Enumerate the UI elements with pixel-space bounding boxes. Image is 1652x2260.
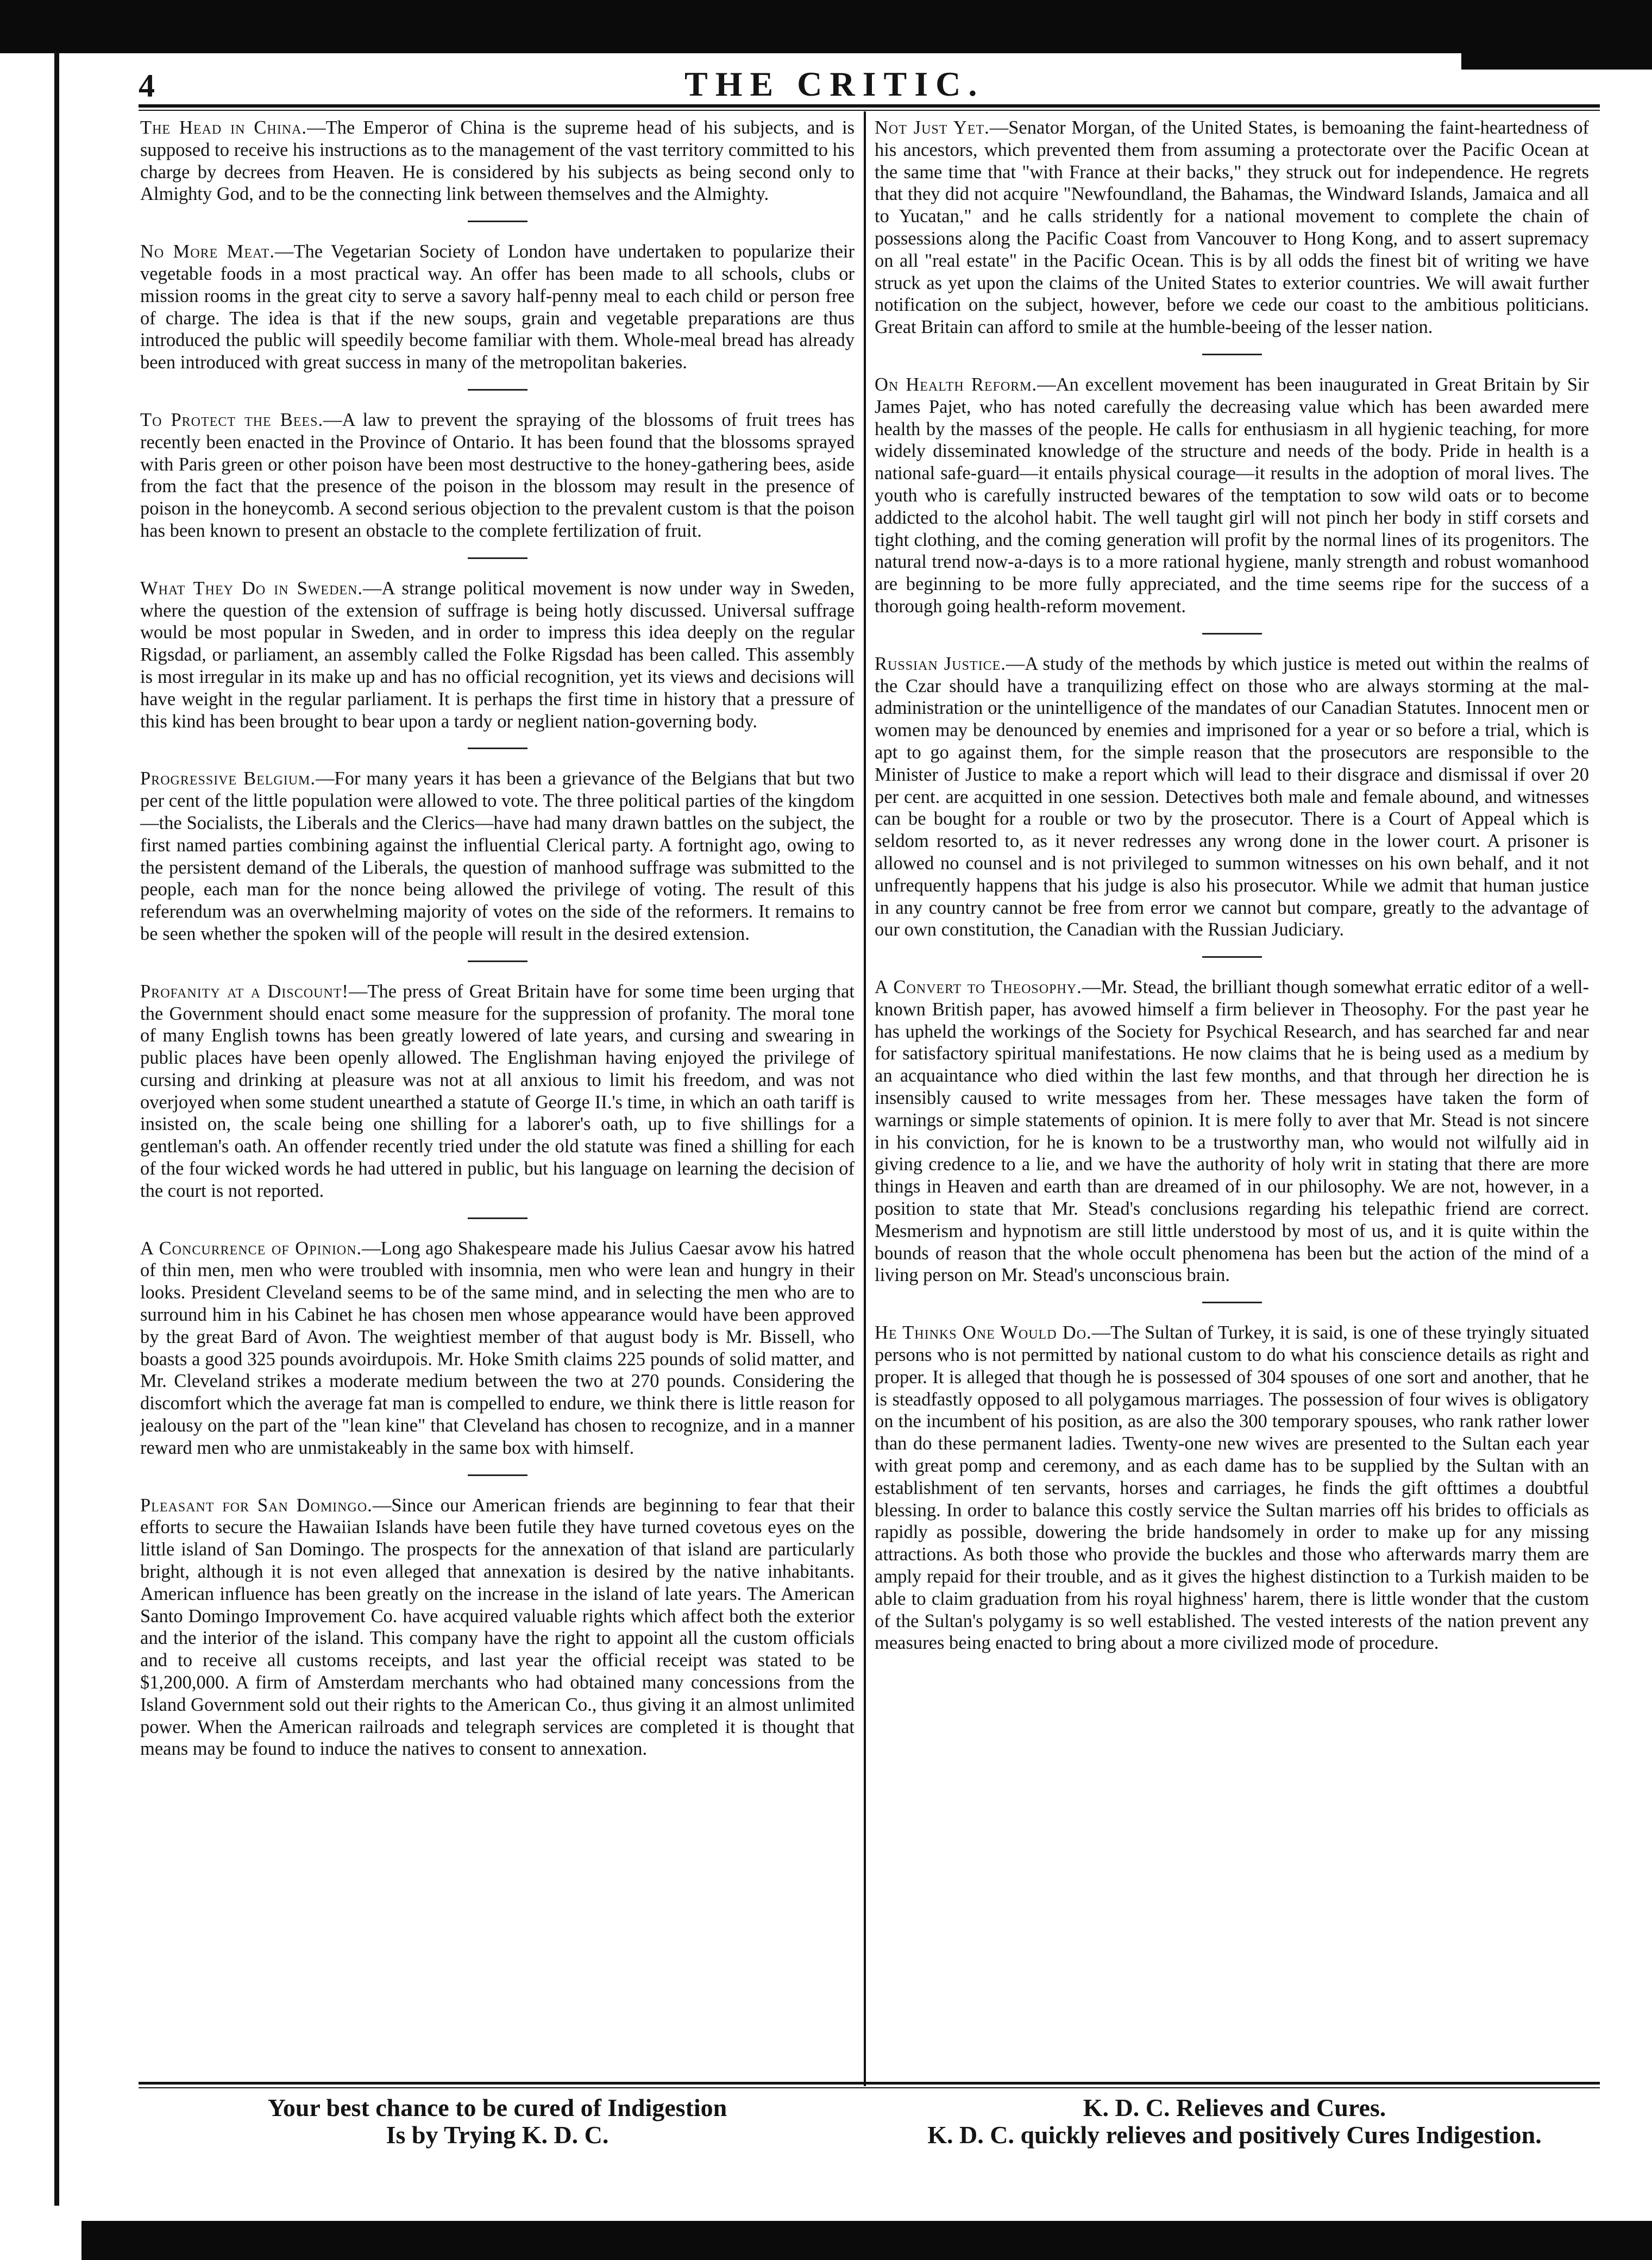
article: [875, 374, 1589, 618]
advert-rule-thin: [139, 2087, 1600, 2088]
article-heading: To Protect the Bees.: [140, 409, 324, 430]
article-body: —Senator Morgan, of the United States, is bemoaning the faint-heartedness of his ancestors, which prevented them from assuming a protectorate over the Pacific Ocean at the same time that "with France at their backs," they struck out for independence. He regrets that they did not acquire "Newfoundland, the Bahamas, the Windward Islands, Jamaica and all to Yucatan," and he calls stridently for a national movement to complete the chain of possessions along the Pacific Coast from Vancouver to Hong Kong, and to assert supremacy on all "real estate" in the Pacific Ocean. This is by all odds the finest bit of writing we have struck as yet upon the claims of the United States to exterior countries. We will await further notification on the subject, however, before we cede our coast to the ambitious politicians. Great Britain can afford to smile at the humble-beeing of the lesser nation.: [875, 117, 1589, 338]
article-heading: On Health Reform.: [875, 374, 1038, 395]
article-separator: [1202, 633, 1262, 635]
article-body: —A strange political movement is now under way in Sweden, where the question of the extension of suffrage is being hotly discussed. Universal suffrage would be most popular in Sweden, and in order to impress this idea deeply on the regular Rigsdad, or parliament, an assembly called the Folke Rigsdad has been called. This assembly is most irregular in its make up and has no official recognition, yet its views and decisions will have weight in the regular parliament. It is perhaps the first time in history that a pressure of this kind has been brought to bear upon a tardy or neglient nation-governing body.: [140, 577, 855, 732]
left-margin-rule: [54, 52, 59, 2206]
right-column: [875, 117, 1589, 2073]
advert-left-line1: Your best chance to be cured of Indigestion: [267, 2094, 727, 2121]
article-separator: [468, 748, 527, 749]
article-heading: The Head in China.: [140, 117, 307, 138]
article: [140, 981, 855, 1202]
article: [875, 976, 1589, 1286]
article-body: —The press of Great Britain have for some time been urging that the Government should enact some measure for the suppression of profanity. The moral tone of many English towns has been greatly lowered of late years, and cursing and swearing in public places have been openly allowed. The Englishman having enjoyed the privilege of cursing and drinking at pleasure was not at all anxious to limit his freedom, and was not overjoyed when some student unearthed a statute of George II.'s time, in which an oath tariff is insisted on, the scale being one shilling for a laborer's oath, up to five shillings for a gentleman's oath. An offender recently tried under the old statute was fined a shilling for each of the four wicked words he had uttered in public, but his language on learning the decision of the court is not reported.: [140, 981, 855, 1201]
article-body: —The Emperor of China is the supreme head of his subjects, and is supposed to receive his instructions as to the management of the vast territory committed to his charge by decrees from Heaven. He is considered by his subjects as being second only to Almighty God, and to be the connecting link between themselves and the Almighty.: [140, 117, 855, 205]
article-heading: He Thinks One Would Do.: [875, 1322, 1092, 1344]
article-body: —Long ago Shakespeare made his Julius Caesar avow his hatred of thin men, men who were troubled with insomnia, men who were lean and hungry in their looks. President Cleveland seems to be of the same mind, and in selecting the men who are to surround him in his Cabinet he has chosen men whose appearance would have been approved by the great Bard of Avon. The weightiest member of that august body is Mr. Bissell, who boasts a good 325 pounds avoirdupois. Mr. Hoke Smith claims 225 pounds of solid matter, and Mr. Cleveland strikes a moderate medium between the two at 270 pounds. Considering the discomfort which the average fat man is compelled to endure, we think there is little reason for jealousy on the part of the "lean kine" that Cleveland has chosen to recognize, and in a manner reward men who are unmistakeably in the same box with himself.: [140, 1238, 855, 1458]
masthead-rule-thin: [139, 110, 1600, 111]
article: [140, 1495, 855, 1761]
article-heading: Russian Justice.: [875, 653, 1006, 674]
article-separator: [1202, 354, 1262, 355]
article: [875, 1322, 1589, 1654]
article-separator: [1202, 1302, 1262, 1303]
article: [140, 768, 855, 945]
article: [875, 653, 1589, 941]
article-body: —For many years it has been a grievance of the Belgians that but two per cent of the little population were allowed to vote. The three political parties of the kingdom—the Socialists, the Liberals and the Clerics—have had many drawn battles on the subject, the first named parties combining against the influential Clerical party. A fortnight ago, owing to the persistent demand of the Liberals, the question of manhood suffrage was submitted to the people, each man for the nonce being allowed the privilege of voting. The result of this referendum was an overwhelming majority of votes on the side of the reformers. It remains to be seen whether the spoken will of the people will result in the desired extension.: [140, 768, 855, 944]
article: [140, 1238, 855, 1459]
article-heading: A Convert to Theosophy.: [875, 977, 1082, 998]
article-heading: Profanity at a Discount!: [140, 981, 349, 1002]
advert-right: [869, 2094, 1600, 2149]
article: [140, 409, 855, 542]
article-heading: No More Meat.: [140, 241, 275, 262]
masthead-rule: [139, 104, 1600, 108]
article-separator: [1202, 956, 1262, 958]
article-separator: [468, 960, 527, 962]
article-body: —Since our American friends are beginning to fear that their efforts to secure the Hawaiian Islands have been futile they have turned covetous eyes on the little island of San Domingo. The prospects for the annexation of that island are particularly bright, although it is not even alleged that annexation is desired by the native inhabitants. American influence has been greatly on the increase in the island of late years. The American Santo Domingo Improvement Co. have acquired valuable rights which affect both the exterior and the interior of the island. This company have the right to appoint all the custom officials and to receive all customs receipts, and last year the official receipt was stated to be $1,200,000. A firm of Amsterdam merchants who had obtained many concessions from the Island Government sold out their rights to the American Co., thus giving it an almost unlimited power. When the American railroads and telegraph services are completed it is thought that means may be found to induce the natives to consent to annexation.: [140, 1495, 855, 1760]
top-border-notch: [1461, 48, 1652, 70]
article: [875, 117, 1589, 338]
article-separator: [468, 389, 527, 391]
article-body: —A study of the methods by which justice is meted out within the realms of the Czar should have a tranquilizing effect on those who are always storming at the mal-administration or the unintelligence of the mandates of our Canadian Statutes. Innocent men or women may be denounced by enemies and imprisoned for a year or so before a trial, which is apt to go against them, for the simple reason that the prosecutors are responsible to the Minister of Justice to make a report which will lead to their disgrace and dismissal if over 20 per cent. are acquitted in one session. Detectives both male and female abound, and witnesses can be bought for a rouble or two by the prosecutor. There is a Court of Appeal which is seldom resorted to, as it never redresses any wrong done in the lower court. A prisoner is allowed no counsel and is not privileged to summon witnesses on his own behalf, and it not unfrequently happens that his judge is also his prosecutor. While we admit that human justice in any country cannot be free from error we cannot but compare, greatly to the advantage of our own constitution, the Canadian with the Russian Judiciary.: [875, 653, 1589, 940]
article-separator: [468, 1217, 527, 1219]
advert-left-line2: Is by Trying K. D. C.: [386, 2121, 609, 2149]
article-separator: [468, 221, 527, 222]
article-body: —The Sultan of Turkey, it is said, is one of these tryingly situated persons who is not permitted by national custom to do what his conscience details as right and proper. It is alleged that though he is possessed of 304 spouses of one sort and another, that he is steadfastly opposed to all polygamous marriages. The possession of four wives is obligatory on the incumbent of his position, as are also the 300 temporary spouses, who rank rather lower than do these permanent ladies. Twenty-one new wives are presented to the Sultan each year with great pomp and ceremony, and as each dame has to be supplied by the Sultan with an establishment of ten servants, horses and carriages, he finds the gift ofttimes a doubtful blessing. In order to balance this costly service the Sultan marries off his brides to officials as rapidly as possible, dowering the bride handsomely in order to make up for any missing attractions. As both those who provide the buckles and those who afterwards marry them are amply repaid for their trouble, and as it gives the highest distinction to a Turkish maiden to be able to claim graduation from his royal highness' harem, there is little wonder that the custom of the Sultan's polygamy is so well established. The vested interests of the nation prevent any measures being enacted to bring about a more civilized mode of procedure.: [875, 1322, 1589, 1654]
bottom-border-bar: [81, 2221, 1652, 2260]
article-heading: Progressive Belgium.: [140, 768, 316, 789]
page-number: 4: [139, 68, 155, 104]
article-heading: Pleasant for San Domingo.: [140, 1495, 373, 1516]
article-heading: Not Just Yet.: [875, 117, 990, 138]
article-heading: A Concurrence of Opinion.: [140, 1238, 362, 1259]
advert-left: [140, 2094, 855, 2149]
article: [140, 241, 855, 374]
advert-right-line1: K. D. C. Relieves and Cures.: [1083, 2094, 1386, 2121]
left-column: [140, 117, 855, 2073]
article-body: —A law to prevent the spraying of the blossoms of fruit trees has recently been enacted in the Province of Ontario. It has been found that the blossoms sprayed with Paris green or other poison have been most destructive to the honey-gathering bees, aside from the fact that the presence of the poison in the blossom may result in the presence of poison in the honeycomb. A second serious objection to the prevalent custom is that the poison has been known to present an obstacle to the complete fertilization of fruit.: [140, 409, 855, 541]
top-border-bar: [0, 0, 1652, 53]
masthead-title: THE CRITIC.: [684, 65, 985, 103]
article: [140, 117, 855, 205]
article-separator: [468, 557, 527, 559]
article-separator: [468, 1474, 527, 1476]
article-body: —The Vegetarian Society of London have undertaken to popularize their vegetable foods in a most practical way. An offer has been made to all schools, clubs or mission rooms in the great city to serve a savory half-penny meal to each child or person free of charge. The idea is that if the new soups, grain and vegetable preparations are thus introduced the public will speedily become familiar with them. Whole-meal bread has already been introduced with great success in many of the metropolitan bakeries.: [140, 241, 855, 373]
article-body: —An excellent movement has been inaugurated in Great Britain by Sir James Pajet, who has noted carefully the decreasing value which has been awarded mere health by the masses of the people. He calls for enthusiasm in all hygienic teaching, for more widely disseminated knowledge of the structure and needs of the body. Pride in health is a national safe-guard—it entails physical courage—it results in the adoption of moral lives. The youth who is carefully instructed bewares of the temptation to sow wild oats or to become addicted to the alcohol habit. The well taught girl will not pinch her body in stiff corsets and tight clothing, and the coming generation will profit by the normal lines of its progenitors. The natural trend now-a-days is to a more rational hygiene, manly strength and robust womanhood are beginning to be more fully appreciated, and the time seems ripe for the success of a thorough going health-reform movement.: [875, 374, 1589, 617]
article-heading: What They Do in Sweden.: [140, 577, 363, 599]
advert-right-line2: K. D. C. quickly relieves and positively Cures Indigestion.: [927, 2121, 1542, 2149]
article: [140, 577, 855, 733]
advert-rule: [139, 2082, 1600, 2085]
article-body: —Mr. Stead, the brilliant though somewhat erratic editor of a well-known British paper, has avowed himself a firm believer in Theosophy. For the past year he has upheld the workings of the Society for Psychical Research, and has searched far and near for satisfactory spiritual manifestations. He now claims that he is being used as a medium by an acquaintance who died within the last few months, and that through her direction he is insensibly caused to write messages from her. These messages have taken the form of warnings or simple statements of opinion. It is mere folly to aver that Mr. Stead is not sincere in his conviction, for he is known to be a trustworthy man, who would not wilfully aid in giving credence to a lie, and we have the authority of holy writ in stating that there are more things in Heaven and earth than are dreamed of in our philosophy. We are not, however, in a position to state that Mr. Stead's conclusions regarding his telepathic friend are correct. Mesmerism and hypnotism are still little understood by most of us, and it is quite within the bounds of reason that the whole occult phenomena has been but the action of the mind of a living person on Mr. Stead's unconscious brain.: [875, 977, 1589, 1286]
column-divider: [864, 111, 866, 2086]
